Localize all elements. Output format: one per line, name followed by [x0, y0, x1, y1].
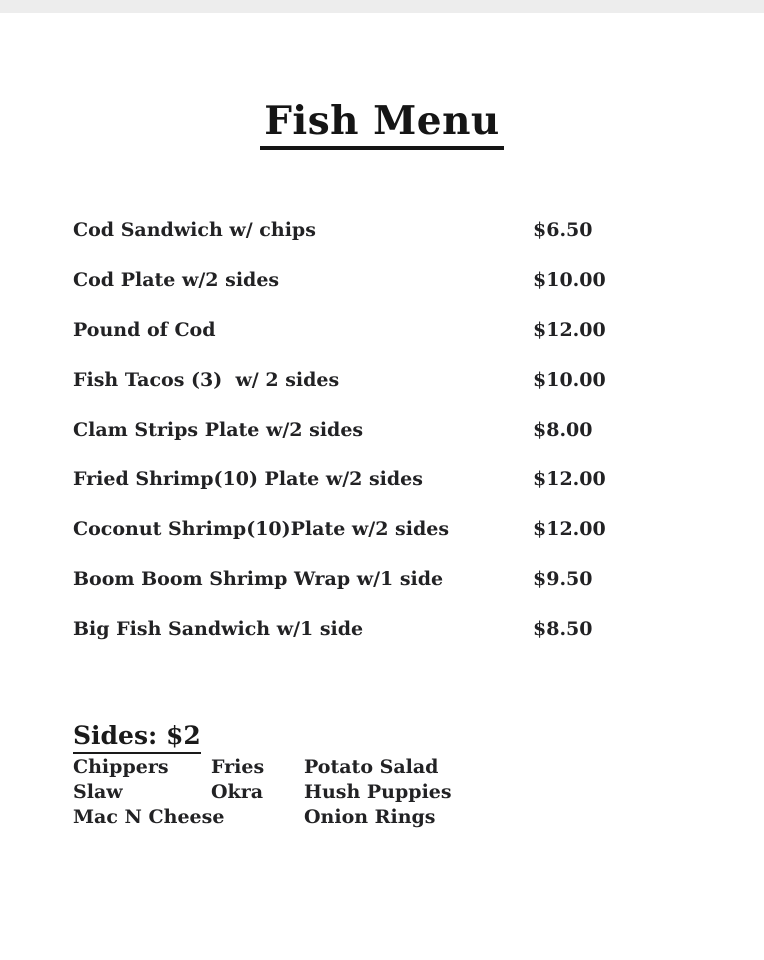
menu-item-row: [73, 605, 693, 655]
side-item: Chippers: [73, 756, 169, 778]
menu-item-row: [73, 406, 693, 456]
menu-item-name: Boom Boom Shrimp Wrap w/1 side: [73, 568, 444, 591]
menu-item-price: $8.50: [533, 618, 593, 641]
side-item: Slaw: [73, 781, 123, 804]
menu-item-name: Cod Plate w/2 sides: [73, 268, 280, 291]
title-container: [0, 100, 764, 150]
menu-item-name: Fried Shrimp(10) Plate w/2 sides: [73, 468, 423, 491]
menu-item-price: $10.00: [533, 368, 606, 391]
menu-item-list: [73, 206, 693, 655]
page-title: Fish Menu: [260, 100, 504, 150]
side-item: Mac N Cheese: [73, 806, 225, 829]
side-item: Potato Salad: [304, 756, 439, 778]
menu-item-price: $6.50: [533, 219, 593, 241]
sides-heading-container: [73, 721, 201, 754]
menu-item-row: [73, 505, 693, 555]
menu-item-price: $8.00: [533, 418, 593, 441]
menu-item-row: [73, 356, 693, 406]
side-item: Onion Rings: [304, 806, 436, 829]
menu-item-name: Fish Tacos (3) w/ 2 sides: [73, 368, 340, 391]
menu-item-price: $10.00: [533, 268, 606, 291]
menu-item-name: Big Fish Sandwich w/1 side: [73, 618, 364, 641]
side-item: Okra: [211, 781, 264, 804]
side-item: Hush Puppies: [304, 781, 452, 804]
menu-item-price: $12.00: [533, 518, 606, 541]
menu-item-price: $12.00: [533, 318, 606, 341]
side-item: [211, 805, 304, 830]
menu-item-price: $9.50: [533, 568, 593, 591]
top-gray-strip: [0, 0, 764, 13]
menu-item-row: [73, 256, 693, 306]
menu-item-name: Cod Sandwich w/ chips: [73, 219, 316, 241]
menu-item-name: Clam Strips Plate w/2 sides: [73, 418, 364, 441]
side-item: Fries: [211, 756, 265, 778]
menu-item-row: [73, 555, 693, 605]
menu-item-row: [73, 306, 693, 356]
sides-list: [73, 755, 452, 831]
menu-item-name: Coconut Shrimp(10)Plate w/2 sides: [73, 518, 450, 541]
menu-item-price: $12.00: [533, 468, 606, 491]
menu-item-row: [73, 206, 693, 256]
menu-item-name: Pound of Cod: [73, 318, 216, 341]
sides-heading: Sides: $2: [73, 721, 201, 754]
menu-item-row: [73, 455, 693, 505]
